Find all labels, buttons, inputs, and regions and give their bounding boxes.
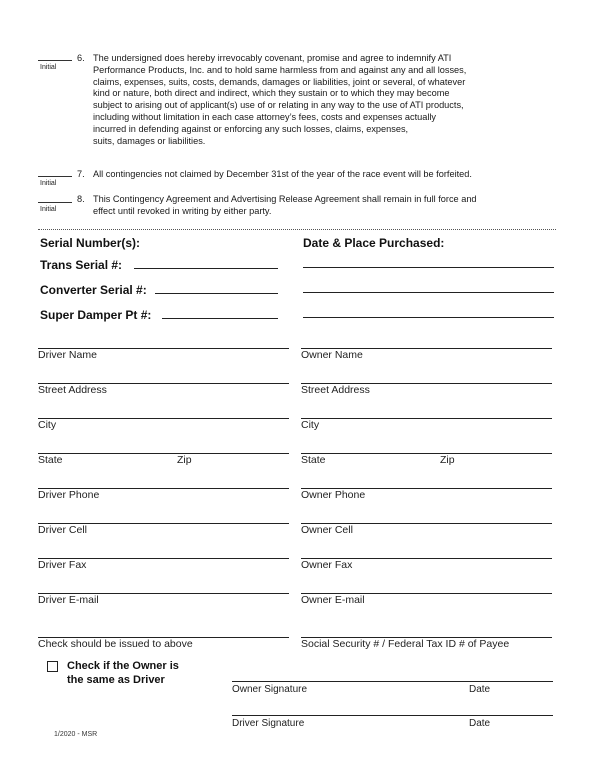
owner-date-label: Date <box>469 684 491 695</box>
driver-city-label: City <box>38 419 57 431</box>
owner-cell-label: Owner Cell <box>301 524 353 536</box>
ssn-label: Social Security # / Federal Tax ID # of Payee <box>301 638 510 650</box>
clause-6 <box>77 53 547 153</box>
clause-7 <box>77 169 547 183</box>
converter-serial-field[interactable] <box>155 293 278 294</box>
section-divider <box>38 229 556 230</box>
clause-text: This Contingency Agreement and Advertising Release Agreement shall remain in full force and effect until revoked in writing by either party. <box>93 194 477 216</box>
purchase-heading: Date & Place Purchased: <box>303 236 445 250</box>
trans-serial-label: Trans Serial #: <box>40 258 123 272</box>
initial-line-6[interactable] <box>38 60 72 61</box>
clause-8 <box>77 194 547 220</box>
driver-city-field[interactable] <box>38 418 289 419</box>
purchase-field-3[interactable] <box>303 317 554 318</box>
clause-text: All contingencies not claimed by December 31st of the year of the race event will be forfeited. <box>93 169 472 179</box>
trans-serial-field[interactable] <box>134 268 278 269</box>
owner-street-label: Street Address <box>301 384 370 396</box>
owner-city-label: City <box>301 419 320 431</box>
initial-label-6: Initial <box>40 64 57 71</box>
owner-city-field[interactable] <box>301 418 552 419</box>
driver-fax-label: Driver Fax <box>38 559 87 571</box>
clause-number: 8. <box>77 194 85 204</box>
driver-state-zip-field[interactable] <box>38 453 289 454</box>
clause-number: 7. <box>77 169 85 179</box>
owner-phone-label: Owner Phone <box>301 489 366 501</box>
owner-fax-label: Owner Fax <box>301 559 353 571</box>
driver-name-label: Driver Name <box>38 349 97 361</box>
owner-signature-label: Owner Signature <box>232 684 308 695</box>
initial-label-8: Initial <box>40 206 57 213</box>
initial-label-7: Initial <box>40 180 57 187</box>
form-revision: 1/2020 - MSR <box>54 731 98 738</box>
driver-zip-label: Zip <box>177 454 192 466</box>
serial-heading: Serial Number(s): <box>40 236 141 250</box>
owner-zip-label: Zip <box>440 454 455 466</box>
super-damper-label: Super Damper Pt #: <box>40 308 152 322</box>
driver-date-label: Date <box>469 718 491 729</box>
driver-state-label: State <box>38 454 63 466</box>
clause-number: 6. <box>77 53 85 63</box>
check-issued-label: Check should be issued to above <box>38 638 193 650</box>
purchase-field-2[interactable] <box>303 292 554 293</box>
super-damper-field[interactable] <box>162 318 278 319</box>
owner-state-zip-field[interactable] <box>301 453 552 454</box>
owner-name-label: Owner Name <box>301 349 363 361</box>
owner-same-as-driver-label: Check if the Owner is the same as Driver <box>67 660 179 686</box>
initial-line-8[interactable] <box>38 202 72 203</box>
driver-signature-label: Driver Signature <box>232 718 305 729</box>
driver-street-label: Street Address <box>38 384 107 396</box>
converter-serial-label: Converter Serial #: <box>40 283 147 297</box>
owner-signature-field[interactable] <box>232 681 553 682</box>
driver-cell-label: Driver Cell <box>38 524 88 536</box>
driver-email-label: Driver E-mail <box>38 594 99 606</box>
owner-state-label: State <box>301 454 326 466</box>
initial-line-7[interactable] <box>38 176 72 177</box>
driver-phone-label: Driver Phone <box>38 489 100 501</box>
owner-same-as-driver-checkbox[interactable] <box>47 661 58 672</box>
clause-text: The undersigned does hereby irrevocably covenant, promise and agree to indemnify ATI Performance Products, Inc. and to hold same harmless from and against any and all losses, claims, expenses, suits, costs, demands, damages or liabilities, joint or several, of whatever kind or nature, both direct and indirect, which they sustain or to which they may become subject to arising out of applicant(s) use of or relating in any way to the use of ATI products, including without limitation in each case attorney’s fees, costs and expenses actually incurred in defending against or enforcing any such losses, claims, expenses, suits, damages or liabilities. <box>93 53 467 146</box>
owner-email-label: Owner E-mail <box>301 594 365 606</box>
driver-signature-field[interactable] <box>232 715 553 716</box>
purchase-field-1[interactable] <box>303 267 554 268</box>
